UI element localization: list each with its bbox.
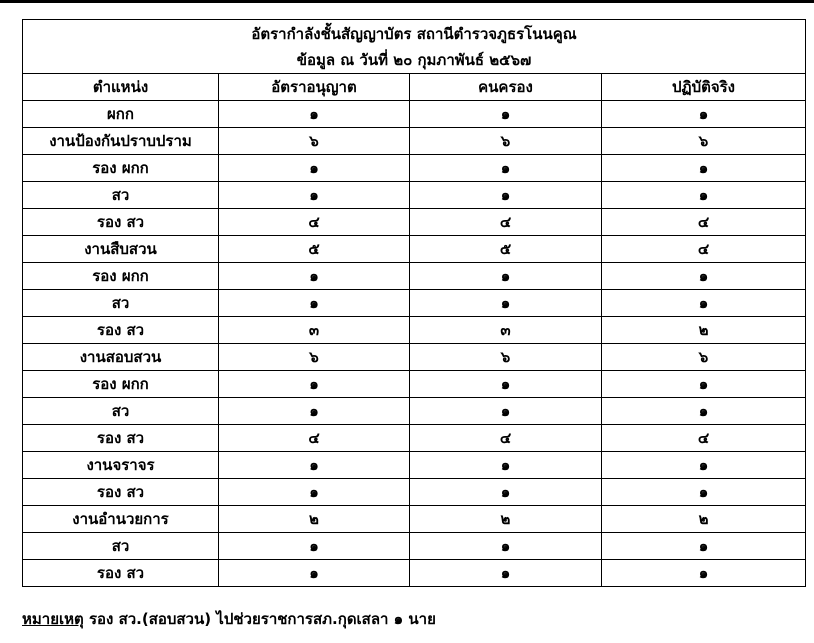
cell-actual: ๑ [602,560,806,587]
cell-actual: ๑ [602,155,806,182]
cell-actual: ๑ [602,182,806,209]
cell-authorized: ๑ [219,155,410,182]
cell-authorized: ๓ [219,317,410,344]
cell-position: รอง สว [23,317,219,344]
header-actual: ปฏิบัติจริง [602,74,806,101]
table-row [23,209,806,236]
cell-authorized: ๖ [219,344,410,371]
cell-position: รอง สว [23,560,219,587]
cell-authorized: ๖ [219,128,410,155]
cell-actual: ๖ [602,344,806,371]
staffing-table [22,19,806,587]
table-row [23,236,806,263]
cell-actual: ๑ [602,371,806,398]
cell-position: งานอำนวยการ [23,506,219,533]
cell-authorized: ๑ [219,560,410,587]
cell-actual: ๑ [602,398,806,425]
cell-actual: ๔ [602,425,806,452]
cell-position: งานจราจร [23,452,219,479]
header-position: ตำแหน่ง [23,74,219,101]
header-authorized: อัตราอนุญาต [219,74,410,101]
table-row [23,344,806,371]
cell-authorized: ๑ [219,479,410,506]
cell-actual: ๑ [602,452,806,479]
cell-occupied: ๒ [410,506,602,533]
cell-authorized: ๔ [219,209,410,236]
title-line-2: ข้อมูล ณ วันที่ ๒๐ กุมภาพันธ์ ๒๕๖๗ [296,50,532,69]
table-row [23,398,806,425]
cell-occupied: ๑ [410,560,602,587]
table-row [23,371,806,398]
cell-position: รอง ผกก [23,263,219,290]
table-body [23,101,806,587]
table-row [23,290,806,317]
table-row [23,128,806,155]
cell-authorized: ๑ [219,182,410,209]
cell-authorized: ๔ [219,425,410,452]
table-row [23,101,806,128]
cell-position: รอง ผกก [23,155,219,182]
cell-actual: ๑ [602,290,806,317]
cell-position: ผกก [23,101,219,128]
cell-position: สว [23,290,219,317]
cell-actual: ๒ [602,506,806,533]
cell-authorized: ๑ [219,101,410,128]
cell-occupied: ๑ [410,371,602,398]
cell-position: สว [23,182,219,209]
cell-authorized: ๑ [219,290,410,317]
title-row [23,20,806,74]
table-row [23,533,806,560]
cell-authorized: ๑ [219,533,410,560]
header-row [23,74,806,101]
cell-actual: ๑ [602,479,806,506]
table-row [23,155,806,182]
cell-occupied: ๖ [410,128,602,155]
cell-actual: ๒ [602,317,806,344]
cell-authorized: ๑ [219,398,410,425]
cell-occupied: ๑ [410,479,602,506]
cell-occupied: ๑ [410,398,602,425]
cell-occupied: ๑ [410,101,602,128]
cell-occupied: ๔ [410,425,602,452]
cell-occupied: ๑ [410,155,602,182]
cell-occupied: ๖ [410,344,602,371]
cell-occupied: ๑ [410,263,602,290]
title-line-1: อัตรากำลังชั้นสัญญาบัตร สถานีตำรวจภูธรโนนคูณ [251,24,577,43]
table-row [23,182,806,209]
footnote-label: หมายเหตุ [22,610,84,628]
cell-occupied: ๑ [410,182,602,209]
header-occupied: คนครอง [410,74,602,101]
cell-authorized: ๑ [219,371,410,398]
cell-authorized: ๑ [219,263,410,290]
cell-authorized: ๒ [219,506,410,533]
cell-position: รอง สว [23,209,219,236]
table-row [23,425,806,452]
cell-position: สว [23,533,219,560]
cell-position: รอง สว [23,479,219,506]
cell-position: งานป้องกันปราบปราม [23,128,219,155]
cell-actual: ๔ [602,209,806,236]
cell-actual: ๖ [602,128,806,155]
footnote [22,607,436,631]
cell-position: งานสืบสวน [23,236,219,263]
table-title [23,20,806,74]
cell-actual: ๑ [602,263,806,290]
cell-position: รอง สว [23,425,219,452]
cell-occupied: ๓ [410,317,602,344]
cell-position: สว [23,398,219,425]
cell-occupied: ๕ [410,236,602,263]
cell-actual: ๔ [602,236,806,263]
cell-occupied: ๑ [410,533,602,560]
footnote-text: รอง สว.(สอบสวน) ไปช่วยราชการสภ.กุดเสลา ๑ นาย [83,610,436,628]
cell-authorized: ๕ [219,236,410,263]
cell-position: รอง ผกก [23,371,219,398]
top-border-line [0,0,814,3]
table-row [23,560,806,587]
table-row [23,479,806,506]
cell-occupied: ๑ [410,290,602,317]
table-row [23,263,806,290]
cell-authorized: ๑ [219,452,410,479]
cell-actual: ๑ [602,533,806,560]
table-row [23,317,806,344]
table-row [23,506,806,533]
cell-occupied: ๑ [410,452,602,479]
table-row [23,452,806,479]
cell-occupied: ๔ [410,209,602,236]
cell-position: งานสอบสวน [23,344,219,371]
staffing-table-container [22,19,805,587]
cell-actual: ๑ [602,101,806,128]
